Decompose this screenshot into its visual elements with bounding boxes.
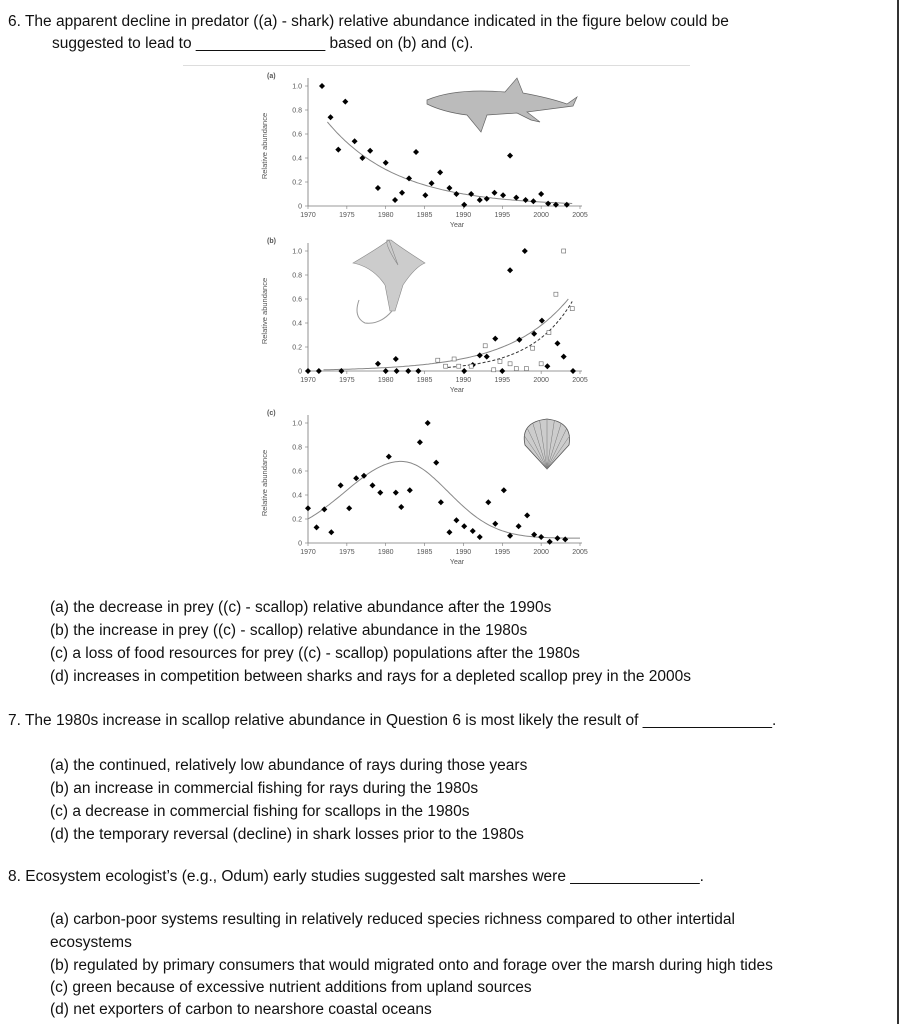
data-point xyxy=(461,368,467,374)
data-point xyxy=(399,190,405,196)
x-tick-label: 2005 xyxy=(572,549,588,556)
shark-abundance-chart xyxy=(255,60,605,235)
x-tick-label: 1985 xyxy=(416,212,433,219)
q6-option-b[interactable]: (b) the increase in prey ((c) - scallop) relative abundance in the 1980s xyxy=(50,622,528,639)
data-point xyxy=(392,197,398,203)
data-point-open xyxy=(514,367,518,371)
x-tick-label: 1975 xyxy=(339,549,355,556)
y-axis-label: Relative abundance xyxy=(260,449,269,517)
data-point xyxy=(342,99,348,105)
data-point xyxy=(386,454,392,460)
x-tick-label: 1995 xyxy=(494,549,511,556)
data-point xyxy=(328,114,334,120)
ray-icon xyxy=(353,240,425,311)
scallop-abundance-chart xyxy=(255,397,605,572)
x-tick-label: 1975 xyxy=(339,377,355,384)
q7-option-d[interactable]: (d) the temporary reversal (decline) in shark losses prior to the 1980s xyxy=(50,826,524,843)
y-tick-label: 0.4 xyxy=(292,155,302,163)
data-point xyxy=(499,368,505,374)
data-point xyxy=(501,487,507,493)
x-tick-label: 1970 xyxy=(300,377,316,384)
data-point xyxy=(516,523,522,529)
y-tick-label: 0 xyxy=(298,540,302,548)
data-point-open xyxy=(483,344,487,348)
y-tick-label: 1.0 xyxy=(292,83,302,91)
y-tick-label: 0.4 xyxy=(292,320,302,328)
data-point xyxy=(394,368,400,374)
y-tick-label: 0.6 xyxy=(292,468,302,476)
data-point xyxy=(353,475,359,481)
q6-option-d[interactable]: (d) increases in competition between sharks and rays for a depleted scallop prey in the 2000s xyxy=(50,668,692,685)
data-point-open xyxy=(457,364,461,368)
data-point xyxy=(530,198,536,204)
data-point-open xyxy=(444,364,448,368)
data-point xyxy=(422,192,428,198)
q6-option-c[interactable]: (c) a loss of food resources for prey ((c) - scallop) populations after the 1980s xyxy=(50,645,580,662)
x-tick-label: 1980 xyxy=(377,377,394,384)
data-point xyxy=(522,248,528,254)
data-point xyxy=(413,149,419,155)
data-point xyxy=(370,482,376,488)
data-point-open xyxy=(492,368,496,372)
y-axis-label: Relative abundance xyxy=(260,277,269,345)
x-tick-label: 1970 xyxy=(300,549,316,556)
y-tick-label: 0.2 xyxy=(292,344,302,352)
data-point-open xyxy=(498,359,502,363)
data-point xyxy=(544,363,550,369)
x-tick-label: 1980 xyxy=(377,212,394,219)
data-point xyxy=(538,191,544,197)
data-point xyxy=(375,185,381,191)
data-point xyxy=(492,521,498,527)
data-point xyxy=(500,192,506,198)
data-point xyxy=(405,368,411,374)
y-axis-label: Relative abundance xyxy=(260,112,269,180)
data-point xyxy=(438,499,444,505)
data-point xyxy=(417,439,423,445)
q7-option-b[interactable]: (b) an increase in commercial fishing for rays during the 1980s xyxy=(50,780,479,797)
data-point xyxy=(561,354,567,360)
scallop-illustration xyxy=(524,419,570,469)
data-point-open xyxy=(539,362,543,366)
data-point xyxy=(507,267,513,273)
y-tick-label: 0.6 xyxy=(292,296,302,304)
data-point xyxy=(523,197,529,203)
data-point xyxy=(554,535,560,541)
y-tick-label: 0.2 xyxy=(292,179,302,187)
q8-option-d[interactable]: (d) net exporters of carbon to nearshore coastal oceans xyxy=(50,1001,432,1018)
x-tick-label: 1995 xyxy=(494,212,511,219)
data-point-open xyxy=(524,367,528,371)
data-point xyxy=(492,336,498,342)
q7-option-a[interactable]: (a) the continued, relatively low abundance of rays during those years xyxy=(50,757,528,774)
y-tick-label: 0 xyxy=(298,368,302,376)
data-point xyxy=(477,534,483,540)
data-point xyxy=(461,523,467,529)
question-6-text-cont: suggested to lead to _______________ based on (b) and (c). xyxy=(52,35,474,52)
q6-option-a[interactable]: (a) the decrease in prey ((c) - scallop) relative abundance after the 1990s xyxy=(50,599,552,616)
q7-option-c[interactable]: (c) a decrease in commercial fishing for scallops in the 1980s xyxy=(50,803,470,820)
data-point-open xyxy=(562,249,566,253)
data-point-open xyxy=(452,357,456,361)
x-tick-label: 2000 xyxy=(533,212,549,219)
q8-option-b[interactable]: (b) regulated by primary consumers that would migrated onto and forage over the marsh during high tides xyxy=(50,957,773,974)
data-point xyxy=(524,512,530,518)
y-tick-label: 0.2 xyxy=(292,516,302,524)
ray-tail-icon xyxy=(357,300,392,323)
x-axis-label: Year xyxy=(449,559,465,566)
data-point xyxy=(319,83,325,89)
data-point xyxy=(477,352,483,358)
data-point xyxy=(484,354,490,360)
trend-line xyxy=(324,299,569,370)
page-edge-line xyxy=(897,0,899,1024)
data-point xyxy=(554,340,560,346)
shark-illustration xyxy=(427,78,577,132)
data-point xyxy=(477,197,483,203)
data-point xyxy=(328,529,334,535)
shark-icon xyxy=(427,78,577,132)
x-tick-label: 1975 xyxy=(339,212,355,219)
data-point xyxy=(338,482,344,488)
data-point xyxy=(446,529,452,535)
data-point xyxy=(393,356,399,362)
data-point xyxy=(316,368,322,374)
data-point xyxy=(547,539,553,545)
data-point xyxy=(393,490,399,496)
x-tick-label: 1990 xyxy=(455,549,472,556)
data-point xyxy=(507,153,513,159)
data-point-open xyxy=(531,346,535,350)
y-tick-label: 1.0 xyxy=(292,420,302,428)
data-point xyxy=(314,524,320,530)
data-point xyxy=(433,460,439,466)
data-point xyxy=(346,505,352,511)
data-point xyxy=(407,487,413,493)
data-point xyxy=(375,361,381,367)
panel-label: (b) xyxy=(267,238,276,245)
data-point xyxy=(453,517,459,523)
question-6-text: 6. The apparent decline in predator ((a) - shark) relative abundance indicated in the figure below could be xyxy=(8,13,729,30)
q8-option-a-cont[interactable]: ecosystems xyxy=(50,934,132,951)
x-axis-label: Year xyxy=(449,222,465,229)
y-tick-label: 0 xyxy=(298,203,302,211)
data-point xyxy=(377,490,383,496)
data-point-open xyxy=(469,364,473,368)
trend-line xyxy=(327,122,572,204)
data-point xyxy=(429,180,435,186)
x-axis-label: Year xyxy=(449,387,465,394)
ray-abundance-chart xyxy=(255,225,605,400)
x-tick-label: 1970 xyxy=(300,212,316,219)
x-tick-label: 1980 xyxy=(377,549,394,556)
data-point xyxy=(367,148,373,154)
data-point xyxy=(352,138,358,144)
data-point xyxy=(461,202,467,208)
data-point-open xyxy=(554,292,558,296)
data-point xyxy=(492,190,498,196)
x-tick-label: 2005 xyxy=(572,377,588,384)
data-point xyxy=(335,147,341,153)
data-point xyxy=(538,534,544,540)
x-tick-label: 1995 xyxy=(494,377,511,384)
data-point xyxy=(383,160,389,166)
trend-line xyxy=(308,461,580,538)
question-7-text: 7. The 1980s increase in scallop relative abundance in Question 6 is most likely the result of _______________. xyxy=(8,712,777,729)
x-tick-label: 2000 xyxy=(533,377,549,384)
data-point-open xyxy=(547,331,551,335)
y-tick-label: 0.8 xyxy=(292,272,302,280)
data-point xyxy=(383,368,389,374)
data-point xyxy=(305,505,311,511)
ray-illustration xyxy=(353,240,425,323)
y-tick-label: 0.6 xyxy=(292,131,302,139)
data-point xyxy=(305,368,311,374)
panel-label: (c) xyxy=(267,410,276,417)
data-point-open xyxy=(436,358,440,362)
data-point-open xyxy=(508,362,512,366)
data-point xyxy=(470,528,476,534)
data-point xyxy=(570,368,576,374)
panel-label: (a) xyxy=(267,73,276,80)
data-point-open xyxy=(570,307,574,311)
data-point xyxy=(437,169,443,175)
x-tick-label: 1985 xyxy=(416,549,433,556)
data-point xyxy=(446,185,452,191)
data-point xyxy=(398,504,404,510)
q8-option-a[interactable]: (a) carbon-poor systems resulting in relatively reduced species richness compared to other intertidal xyxy=(50,911,735,928)
data-point xyxy=(485,499,491,505)
x-tick-label: 2005 xyxy=(572,212,588,219)
question-8-text: 8. Ecosystem ecologist’s (e.g., Odum) early studies suggested salt marshes were _______________. xyxy=(8,868,704,885)
q8-option-c[interactable]: (c) green because of excessive nutrient additions from upland sources xyxy=(50,979,532,996)
y-tick-label: 0.4 xyxy=(292,492,302,500)
data-point xyxy=(415,368,421,374)
x-tick-label: 1990 xyxy=(455,377,472,384)
data-point xyxy=(425,420,431,426)
data-point xyxy=(468,191,474,197)
y-tick-label: 1.0 xyxy=(292,248,302,256)
data-point xyxy=(359,155,365,161)
data-point xyxy=(562,536,568,542)
x-tick-label: 1990 xyxy=(455,212,472,219)
y-tick-label: 0.8 xyxy=(292,107,302,115)
y-tick-label: 0.8 xyxy=(292,444,302,452)
x-tick-label: 1985 xyxy=(416,377,433,384)
x-tick-label: 2000 xyxy=(533,549,549,556)
